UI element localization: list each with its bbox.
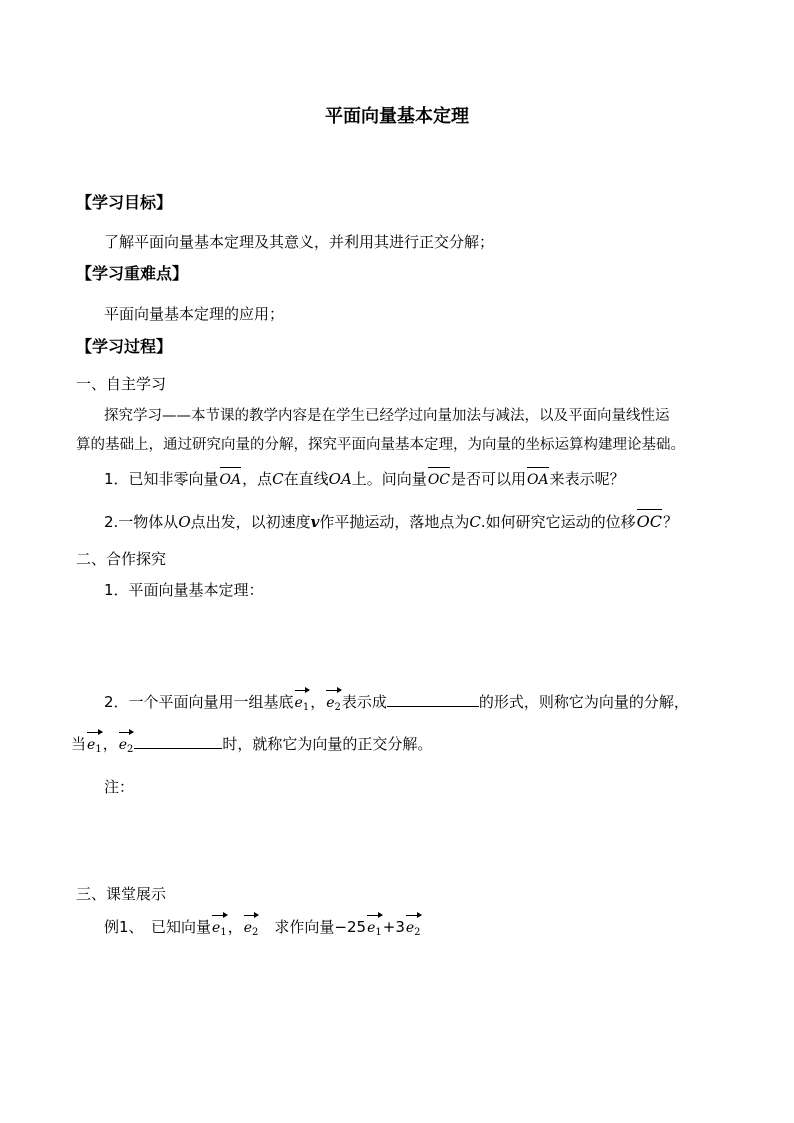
vector-OA: OA (220, 466, 242, 490)
vector-e2: $e_2$ (406, 914, 421, 943)
fill-blank-1[interactable] (387, 690, 479, 707)
q2-text-a: 2.一物体从 (104, 513, 179, 531)
decomposition-item-line1 (104, 689, 689, 718)
note-label: 注： (104, 778, 135, 796)
vector-e2: $e_2$ (244, 914, 259, 943)
q1-text-c: 在直线 (283, 470, 329, 488)
fill-blank-2[interactable] (134, 732, 222, 749)
var-v: v (310, 513, 320, 531)
decomposition-item-line2 (71, 731, 432, 760)
learning-goal-header: 【学习目标】 (76, 193, 173, 212)
vector-e2: $e_2$ (326, 689, 341, 718)
q2-text-e: ？ (663, 513, 679, 531)
vector-e2: $e_2$ (119, 731, 134, 760)
item2-text-a: 2．一个平面向量用一组基底 (104, 693, 294, 711)
vector-OC: OC (637, 508, 662, 532)
q2-text-d: .如何研究它运动的位移 (480, 513, 636, 531)
q1-text-e: 是否可以用 (451, 470, 527, 488)
q1-text-a: 1．已知非零向量 (104, 470, 219, 488)
coefficient-1: −25 (334, 918, 367, 936)
var-O: O (178, 513, 191, 531)
example-1 (104, 914, 422, 943)
q1-text-f: 来表示呢？ (549, 470, 625, 488)
vector-OA: OA (527, 466, 549, 490)
intro-paragraph-line2: 算的基础上，通过研究向量的分解，探究平面向量基本定理，为向量的坐标运算构建理论基础。 (76, 437, 685, 453)
example-text-b: ， (227, 918, 243, 936)
q1-text-d: 上。问向量 (351, 470, 427, 488)
example-text-c: 求作向量 (259, 918, 335, 936)
item2-text-b: ， (310, 693, 326, 711)
vector-e1: $e_1$ (295, 689, 310, 718)
q1-text-b: ，点 (242, 470, 273, 488)
vector-OC: OC (428, 466, 450, 490)
item2-text-c: 表示成 (341, 693, 387, 711)
vector-e1: $e_1$ (367, 914, 382, 943)
item2-text-f: ， (102, 735, 118, 753)
learning-process-header: 【学习过程】 (76, 337, 173, 356)
intro-paragraph-line1: 探究学习——本节课的教学内容是在学生已经学过向量加法与减法，以及平面向量线性运 (104, 408, 670, 424)
item2-text-d: 的形式，则称它为向量的分解， (478, 693, 689, 711)
var-OA: OA (328, 470, 352, 488)
section-heading-self-study: 一、自主学习 (76, 375, 167, 393)
item2-text-g: 时，就称它为向量的正交分解。 (222, 735, 433, 753)
var-C: C (272, 470, 284, 488)
q2-text-c: 作平抛运动，落地点为 (319, 513, 470, 531)
item2-text-e: 当 (71, 735, 87, 753)
theorem-item: 1．平面向量基本定理： (104, 581, 264, 599)
var-C: C (469, 513, 481, 531)
section-heading-classroom-display: 三、课堂展示 (76, 885, 167, 903)
vector-e1: $e_1$ (212, 914, 227, 943)
question-2 (104, 508, 678, 532)
key-points-text: 平面向量基本定理的应用； (104, 305, 285, 323)
page-title: 平面向量基本定理 (325, 106, 469, 127)
section-heading-cooperative: 二、合作探究 (76, 550, 167, 568)
question-1 (104, 466, 625, 490)
key-points-header: 【学习重难点】 (76, 264, 189, 283)
vector-e1: $e_1$ (87, 731, 102, 760)
coefficient-2: +3 (382, 918, 405, 936)
q2-text-b: 点出发，以初速度 (190, 513, 311, 531)
example-text-a: 例1、 已知向量 (104, 918, 212, 936)
learning-goal-text: 了解平面向量基本定理及其意义，并利用其进行正交分解； (104, 233, 495, 251)
